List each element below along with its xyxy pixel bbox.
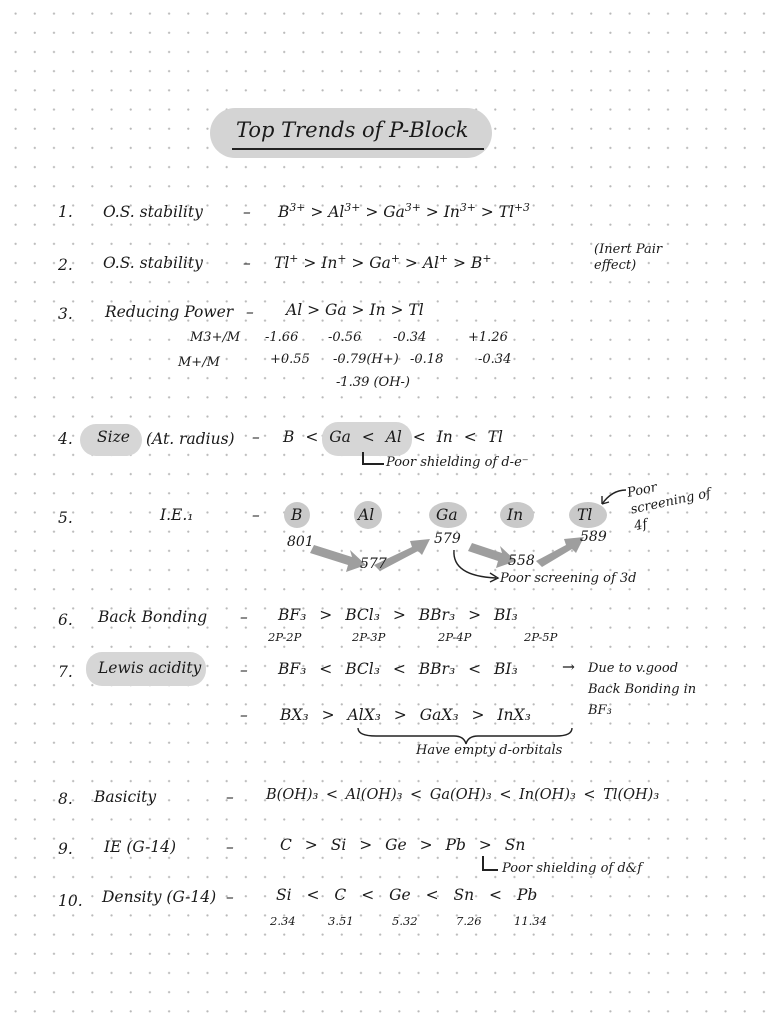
item-dash: – bbox=[252, 428, 260, 446]
potential-value: -0.34 bbox=[478, 352, 512, 367]
item-label: O.S. stability bbox=[103, 203, 203, 221]
orbital-overlap: 2P-2P bbox=[268, 630, 302, 644]
item-number: 9. bbox=[58, 840, 73, 858]
potential-row-label: M3+/M bbox=[190, 330, 241, 345]
note-connector bbox=[482, 869, 498, 871]
orbital-overlap: 2P-5P bbox=[524, 630, 558, 644]
ie-value: 579 bbox=[434, 531, 461, 547]
density-value: 3.51 bbox=[328, 914, 354, 928]
shielding-df-note: Poor shielding of d&f bbox=[502, 861, 643, 876]
potential-value: -1.39 (OH-) bbox=[336, 375, 411, 390]
trend-line: $B^{3+} > Al^{3+} > Ga^{3+} > In^{3+} > Tl^{+3}$ bbox=[278, 201, 530, 222]
note-connector bbox=[362, 463, 384, 465]
item-label: IE (G-14) bbox=[104, 838, 177, 856]
trend-line: Si < C < Ge < Sn < Pb bbox=[276, 886, 538, 904]
trend-line: B(OH)₃ < Al(OH)₃ < Ga(OH)₃ < In(OH)₃ < Tl(OH)₃ bbox=[266, 787, 660, 803]
potential-value: -0.56 bbox=[328, 330, 362, 345]
trend-line: BF₃ > BCl₃ > BBr₃ > BI₃ bbox=[278, 606, 518, 624]
shielding-note: Poor shielding of d-e⁻ bbox=[386, 455, 529, 470]
item-dash: – bbox=[243, 203, 251, 221]
trend-arrow bbox=[310, 545, 366, 572]
orbital-overlap: 2P-3P bbox=[352, 630, 386, 644]
ie-value: 801 bbox=[287, 534, 314, 550]
item-label: Reducing Power bbox=[105, 303, 234, 321]
item-dash: – bbox=[240, 706, 248, 724]
item-number: 4. bbox=[58, 430, 73, 448]
density-value: 2.34 bbox=[270, 914, 296, 928]
item-label: Lewis acidity bbox=[98, 659, 202, 677]
item-number: 5. bbox=[58, 509, 73, 527]
item-dash: – bbox=[243, 254, 251, 272]
element-symbol: B bbox=[291, 506, 303, 524]
density-value: 7.26 bbox=[456, 914, 482, 928]
tl-screening-note: Poor screening of 4f bbox=[625, 480, 713, 535]
ga-screening-note: Poor screening of 3d bbox=[500, 571, 637, 586]
trend-line: Al > Ga > In > Tl bbox=[286, 301, 424, 319]
item-number: 8. bbox=[58, 790, 73, 808]
item-number: 7. bbox=[58, 663, 73, 681]
trend-line: B < Ga < Al < In < Tl bbox=[283, 428, 503, 446]
potential-value: +1.26 bbox=[468, 330, 508, 345]
element-symbol: Tl bbox=[577, 506, 593, 524]
element-symbol: Ga bbox=[436, 506, 458, 524]
item-number: 1. bbox=[58, 203, 73, 221]
item-label-extra: (At. radius) bbox=[146, 430, 235, 448]
arrow-icon: → bbox=[562, 658, 575, 676]
potential-value: -0.79(H+) bbox=[333, 352, 399, 367]
item-label: I.E.₁ bbox=[160, 506, 194, 524]
potential-value: +0.55 bbox=[270, 352, 310, 367]
item-label: Back Bonding bbox=[98, 608, 208, 626]
item-dash: – bbox=[246, 303, 254, 321]
empty-orbitals-note: Have empty d-orbitals bbox=[416, 743, 563, 758]
inert-pair-note: (Inert Pair effect) bbox=[594, 242, 663, 273]
ie-value: 589 bbox=[580, 529, 607, 545]
density-value: 11.34 bbox=[514, 914, 547, 928]
item-label: Size bbox=[97, 428, 130, 446]
ie-value: 577 bbox=[360, 556, 387, 572]
trend-line: Tl+ > In+ > Ga+ > Al+ > B+ bbox=[274, 252, 492, 273]
ga-note-arrow bbox=[448, 548, 508, 588]
trend-line: C > Si > Ge > Pb > Sn bbox=[280, 836, 526, 854]
element-symbol: In bbox=[507, 506, 524, 524]
density-value: 5.32 bbox=[392, 914, 418, 928]
orbital-overlap: 2P-4P bbox=[438, 630, 472, 644]
item-dash: – bbox=[226, 838, 234, 856]
page-title: Top Trends of P-Block bbox=[236, 118, 469, 142]
potential-value: -0.18 bbox=[410, 352, 444, 367]
item-dash: – bbox=[240, 608, 248, 626]
trend-line: BF₃ < BCl₃ < BBr₃ < BI₃ bbox=[278, 660, 518, 678]
title-underline bbox=[232, 148, 484, 150]
potential-value: -1.66 bbox=[265, 330, 299, 345]
item-dash: – bbox=[252, 506, 260, 524]
item-label: O.S. stability bbox=[103, 254, 203, 272]
ie-value: 558 bbox=[508, 553, 535, 569]
item-dash: – bbox=[240, 661, 248, 679]
element-symbol: Al bbox=[358, 506, 375, 524]
trend-line: BX₃ > AlX₃ > GaX₃ > InX₃ bbox=[280, 706, 531, 724]
item-number: 6. bbox=[58, 611, 73, 629]
trend-arrow bbox=[536, 537, 584, 567]
item-number: 3. bbox=[58, 305, 73, 323]
potential-row-label: M+/M bbox=[178, 355, 220, 370]
item-number: 10. bbox=[58, 892, 83, 910]
back-bonding-note: Due to v.good Back Bonding in BF₃ bbox=[588, 661, 697, 718]
item-label: Density (G-14) bbox=[102, 888, 217, 906]
item-label: Basicity bbox=[94, 788, 157, 806]
potential-value: -0.34 bbox=[393, 330, 427, 345]
item-dash: – bbox=[226, 888, 234, 906]
item-dash: – bbox=[226, 788, 234, 806]
note-connector bbox=[482, 856, 484, 870]
item-number: 2. bbox=[58, 256, 73, 274]
